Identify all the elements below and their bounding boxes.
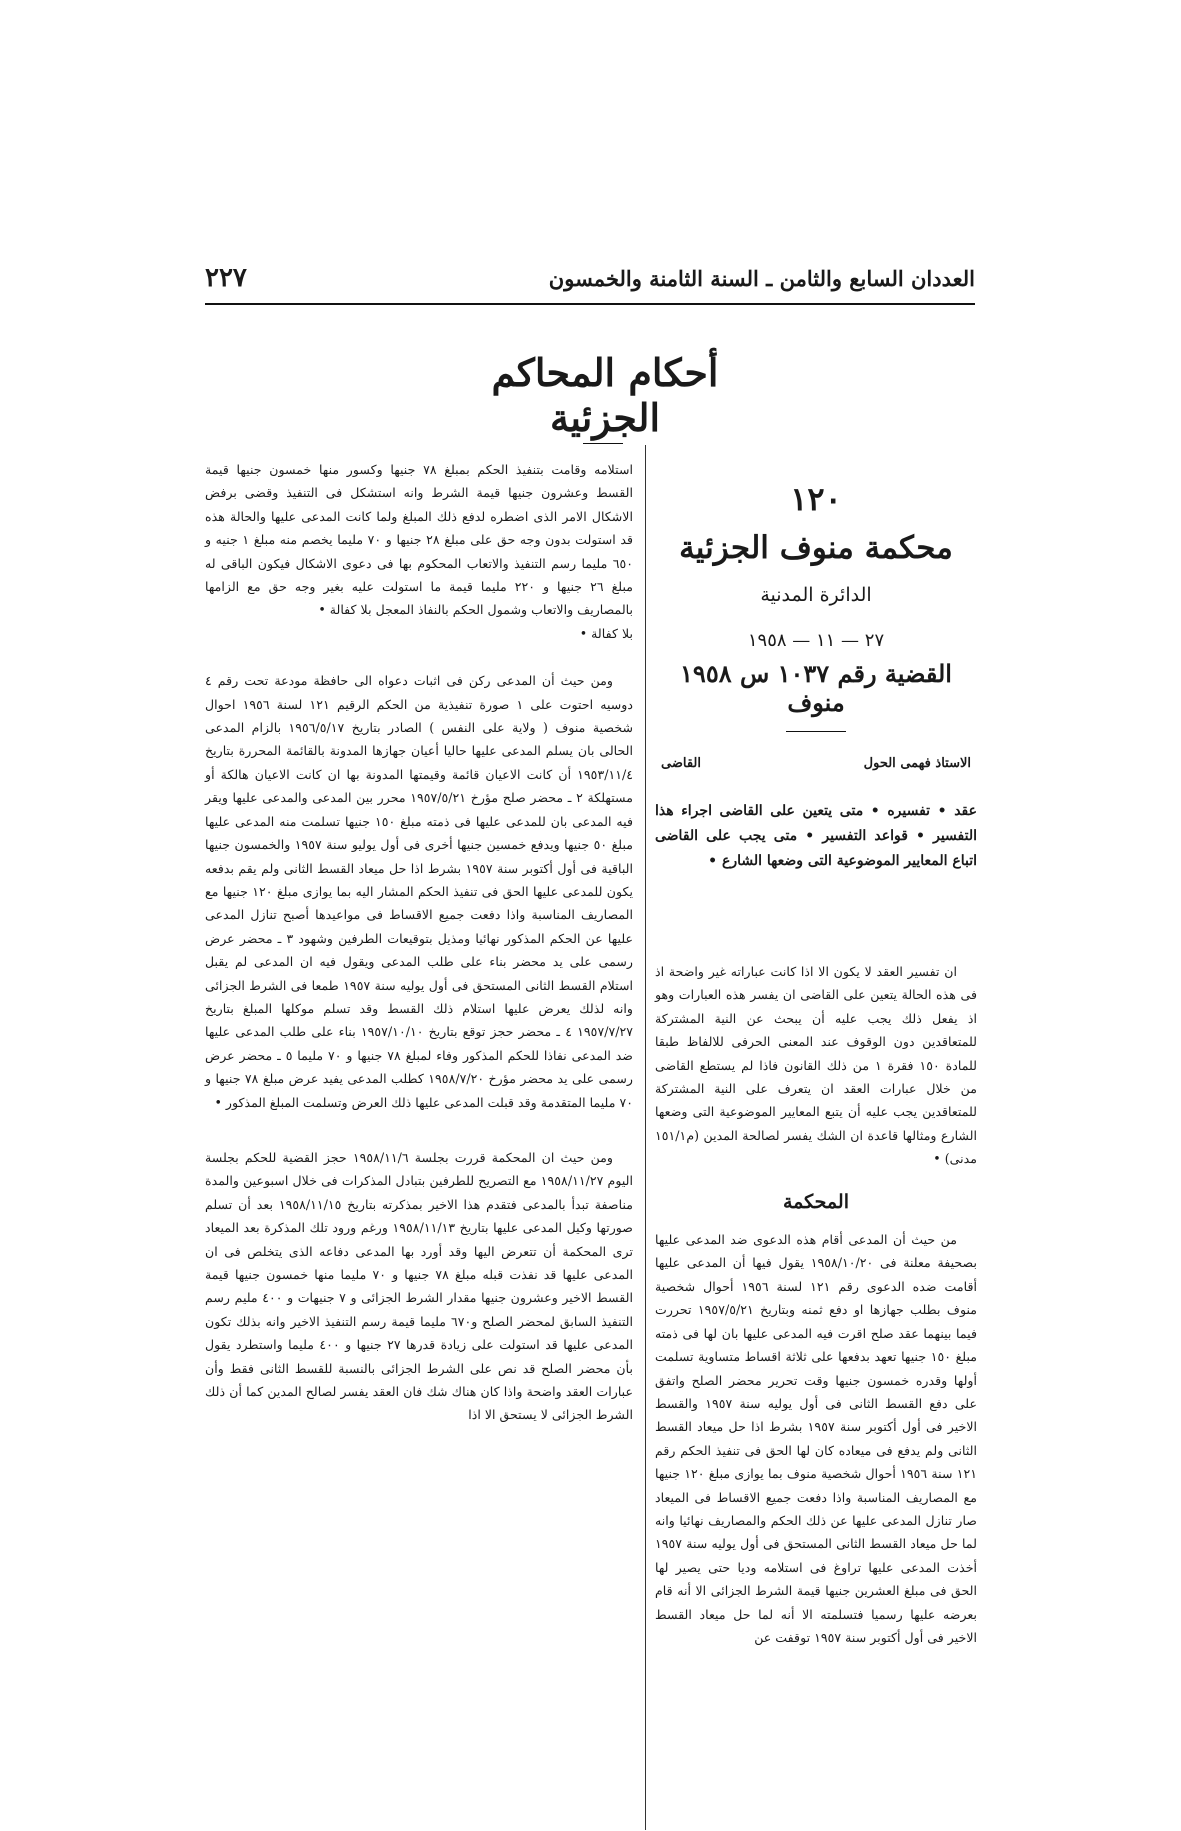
column-divider (645, 445, 646, 1830)
left-paragraph-3: ومن حيث ان المحكمة قررت بجلسة ١٩٥٨/١١/٦ حجز القضية للحكم بجلسة اليوم ١٩٥٨/١١/٢٧ مع التصريح للطرفين بتبادل المذكرات فى خلال اسبوعين والمدة مناصفة تبدأ بالمدعى فتقدم هذا الاخير بمذكرته بتاريخ ١٩٥٨/١١/١٥ بعد أن تسلم صورتها وكيل المدعى عليها بتاريخ ١٩٥٨/١١/١٣ ورغم ورود تلك المذكرة بعد الميعاد ترى المحكمة أن تتعرض اليها وقد أورد بها المدعى دفاعه الذى يتخلص فى ان المدعى عليها قد نفذت قبله مبلغ ٧٨ جنيها و ٧٠ مليما منها خمسون جنيها قيمة القسط الاخير وعشرون جنيها مقدار الشرط الجزائى و ٧ جنيهات و ٤٠٠ مليم رسم التنفيذ السابق لمحضر الصلح و٦٧٠ مليما قيمة رسم التنفيذ الاخير وانه بذلك تكون المدعى عليها قد استولت على زيادة قدرها ٢٧ جنيها و ٤٠٠ مليما واستطرد يقول بأن محضر الصلح قد نص على الشرط الجزائى بالنسبة للقسط الثانى فقط وأن عبارات العقد واضحة واذا كان هناك شك فان العقد يفسر لصالح المدين كما أن ذلك الشرط الجزائى لا يستحق الا اذا (205, 1149, 634, 1423)
judge-name: الاستاذ فهمى الحول (863, 756, 971, 771)
page-number: ٢٢٧ (205, 263, 247, 293)
left-column (205, 458, 633, 1427)
summary-paragraph: ان تفسير العقد لا يكون الا اذا كانت عباراته غير واضحة اذ فى هذه الحالة يتعين على القاضى ان يفسر هذه العبارات وهو اذ يفعل ذلك يجب عليه أن يبحث عن النية المشتركة للمتعاقدين دون الوقوف عند المعنى الحرفى للالفاظ طبقا للمادة ١٥٠ فقرة ١ من ذلك القانون فاذا لم يستطع القاضى من خلال عبارات العقد ان يتعرف على النية المشتركة للمتعاقدين يجب عليه أن يتبع المعايير الموضوعية التى وضعها الشارع ومثالها قاعدة ان الشك يفسر لصالحة المدين (م١٥١/١ مدنى) • (655, 964, 977, 1167)
page-header (205, 262, 975, 294)
case-rule (786, 731, 846, 732)
left-paragraph-1-tail: بلا كفالة • (579, 625, 633, 641)
judge-row (655, 756, 977, 771)
court-name: محكمة منوف الجزئية (679, 530, 953, 566)
title-rule (583, 443, 623, 444)
case-keywords: عقد • تفسيره • متى يتعين على القاضى اجراء هذا التفسير • قواعد التفسير • متى يجب على القاضى اتباع المعايير الموضوعية التى وضعها الشارع • (655, 803, 977, 869)
left-paragraph-1: استلامه وقامت بتنفيذ الحكم بمبلغ ٧٨ جنيها وكسور منها خمسون جنيها قيمة القسط وعشرون جنيها قيمة الشرط وانه استشكل فى التنفيذ وقضى برفض الاشكال الامر الذى اضطره لدفع ذلك المبلغ ولما كانت المدعى عليها والحالة هذه قد استولت بدون وجه حق على مبلغ ٢٨ جنيها و ٧٠ مليما يخصم منه مبلغ ١ جنيه و ٦٥٠ مليما رسم التنفيذ والاتعاب المحكوم بها فى دعوى الاشكال فيكون الباقى له مبلغ ٢٦ جنيها و ٢٢٠ مليما قيمة ما استولت عليه بغير وجه حق مع الزامها بالمصاريف والاتعاب وشمول الحكم بالنفاذ المعجل بلا كفالة • (205, 462, 633, 618)
case-number: ١٢٠ (790, 480, 842, 518)
ruling-paragraph: من حيث أن المدعى أقام هذه الدعوى ضد المدعى عليها بصحيفة معلنة فى ١٩٥٨/١٠/٢٠ يقول فيها أن المدعى عليها أقامت ضده الدعوى رقم ١٢١ لسنة ١٩٥٦ أحوال شخصية منوف بطلب جهازها او دفع ثمنه وبتاريخ ١٩٥٧/٥/٢١ تحررت فيما بينهما عقد صلح اقرت فيه المدعى عليها بان لها فى ذمته مبلغ ١٥٠ جنيها تعهد بدفعها على ثلاثة اقساط متساوية تسلمت أولها وقدره خمسون جنيها وقت تحرير محضر الصلح واتفق على دفع القسط الثانى فى أول يوليه سنة ١٩٥٧ والقسط الاخير فى أول أكتوبر سنة ١٩٥٧ بشرط اذا حل ميعاد القسط الثانى ولم يدفع فى ميعاده كان لها الحق فى تنفيذ الحكم رقم ١٢١ سنة ١٩٥٦ أحوال شخصية منوف بما يوازى مبلغ ١٢٠ جنيها مع المصاريف المناسبة واذا دفعت جميع الاقساط فى الميعاد صار تنازل المدعى عليها عن ذلك الحكم والمصاريف نهائيا وانه لما حل ميعاد القسط الثانى المستحق فى أول يوليه سنة ١٩٥٧ أخذت المدعى عليها تراوغ فى استلامه وديا حتى يصير لها الحق فى مبلغ العشرين جنيها قيمة الشرط الجزائى الا أنه قام بعرضه عليها رسميا فتسلمته الا أنه لما حل ميعاد القسط الاخير فى أول أكتوبر سنة ١٩٥٧ توقفت عن (655, 1232, 977, 1645)
case-date: ٢٧ — ١١ — ١٩٥٨ (747, 630, 885, 651)
running-title: العددان السابع والثامن ـ السنة الثامنة والخمسون (548, 265, 975, 291)
header-rule (205, 303, 975, 305)
case-header (655, 480, 977, 874)
right-column (655, 960, 977, 1649)
case-reference: القضية رقم ١٠٣٧ س ١٩٥٨ منوف (680, 659, 952, 717)
circuit-name: الدائرة المدنية (760, 584, 872, 606)
section-title: أحكام المحاكم الجزئية (491, 350, 719, 440)
left-paragraph-2: ومن حيث أن المدعى ركن فى اثبات دعواه الى حافظة مودعة تحت رقم ٤ دوسيه احتوت على ١ صورة تنفيذية من الحكم الرقيم ١٢١ لسنة ١٩٥٦ احوال شخصية منوف ( ولاية على النفس ) الصادر بتاريخ ١٩٥٦/٥/١٧ بالزام المدعى الحالى بان يسلم المدعى عليها حاليا أعيان جهازها المدونة بالقائمة المحررة بتاريخ ١٩٥٣/١١/٤ أن كانت الاعيان قائمة وقيمتها المدونة بها ان كانت الاعيان هالكة أو مستهلكة ٢ ـ محضر صلح مؤرخ ١٩٥٧/٥/٢١ محرر بين المدعى والمدعى عليها ويقر فيه المدعى بان للمدعى عليها فى ذمته مبلغ ١٥٠ جنيها تسلمت منه المدعى عليها مبلغ ٥٠ جنيها ويدفع خمسين جنيها أخرى فى أول يوليو سنة ١٩٥٧ والخمسون جنيها الباقية فى أول أكتوبر سنة ١٩٥٧ بشرط اذا حل ميعاد القسط الثانى ولم يقم بدفعه يكون للمدعى عليها الحق فى تنفيذ الحكم المشار اليه بما يوازى مبلغ ١٢٠ جنيها مع المصاريف المناسبة واذا دفعت جميع الاقساط فى مواعيدها أصبح تنازل المدعى عليها عن الحكم المذكور نهائيا ومذيل بتوقيعات الطرفين وشهود ٣ ـ محضر عرض رسمى على يد محضر بناء على طلب المدعى ويقول فيه ان المدعى لم يقبل استلام القسط الثانى المستحق فى أول يوليه سنة ١٩٥٧ طمعا فى الشرط الجزائى وانه لذلك يعرض عليها استلام ذلك القسط وقد تسلم موكلها المبلغ بتاريخ ١٩٥٧/٧/٢٧ ٤ ـ محضر حجز توقع بتاريخ ١٩٥٧/١٠/١٠ بناء على طلب المدعى عليها ضد المدعى نفاذا للحكم المذكور وفاء لمبلغ ٧٨ جنيها و ٧٠ مليما ٥ ـ محضر عرض رسمى على يد محضر مؤرخ ١٩٥٨/٧/٢٠ كطلب المدعى يفيد عرض مبلغ ٧٨ جنيها و ٧٠ مليما المتقدمة وقد قبلت المدعى عليها ذلك العرض وتسلمت المبلغ المذكور • (205, 673, 634, 1110)
court-heading: المحكمة (783, 1190, 849, 1213)
judge-title: القاضى (661, 756, 701, 771)
